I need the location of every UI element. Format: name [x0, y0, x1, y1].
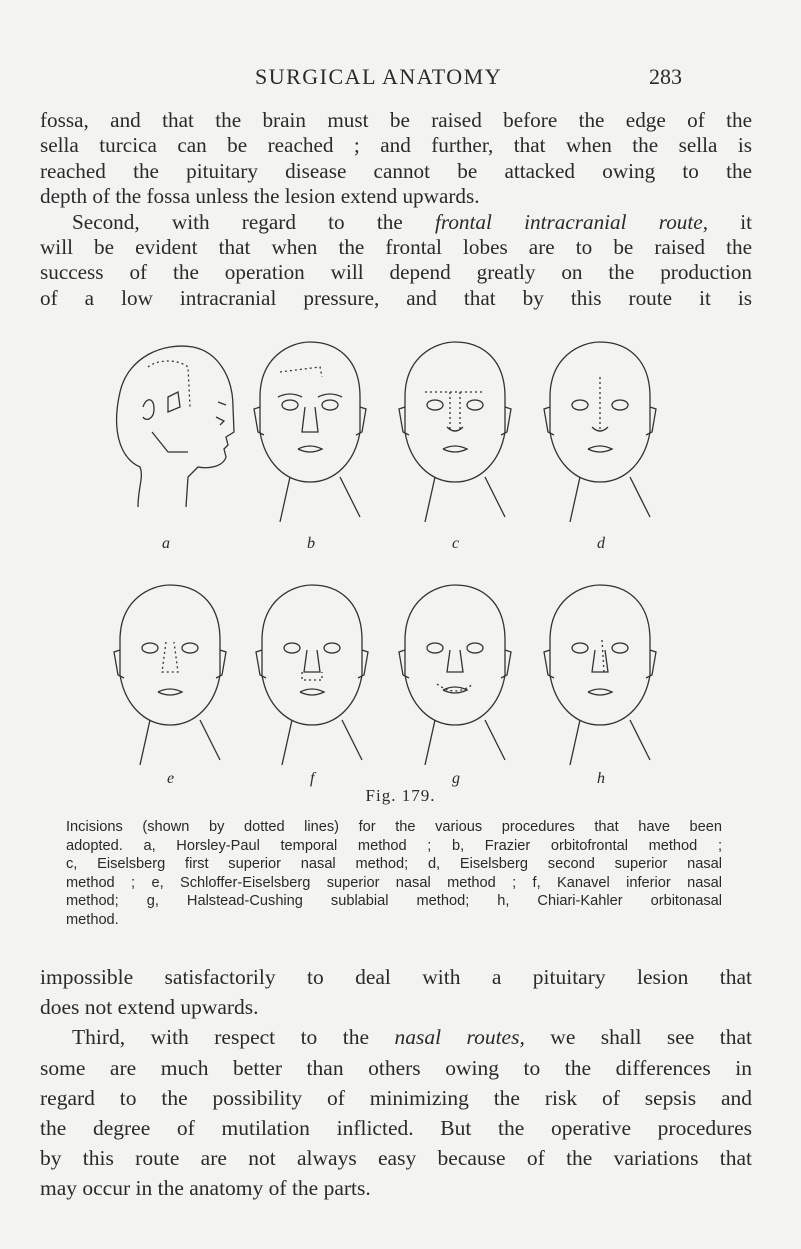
head-profile-a — [108, 337, 238, 512]
text-line: may occur in the anatomy of the parts. — [40, 1176, 371, 1201]
face-b — [250, 337, 370, 522]
text-run: Second, with regard to the — [72, 209, 435, 234]
paragraph-1 — [40, 108, 752, 311]
text-line: does not extend upwards. — [40, 995, 259, 1020]
text-line: fossa, and that the brain must be raised before the edge of the — [40, 108, 752, 132]
text-line: some are much better than others owing to the differences in — [40, 1055, 752, 1080]
figure-label: Fig. 179. — [365, 786, 436, 805]
caption-line: method; g, Halstead-Cushing sublabial method; h, Chiari-Kahler orbitonasal — [66, 893, 722, 910]
caption-line: method ; e, Schloffer-Eiselsberg superior nasal method ; f, Kanavel inferior nasal — [66, 874, 722, 891]
face-h — [540, 580, 660, 765]
caption-line: c, Eiselsberg first superior nasal method; d, Eiselsberg second superior nasal — [66, 856, 722, 873]
panel-letter-g: g — [452, 770, 460, 787]
caption-line: method. — [66, 911, 119, 928]
paragraph-2 — [40, 962, 752, 1204]
text-line: reached the pituitary disease cannot be attacked owing to the — [40, 158, 752, 183]
running-header — [0, 64, 801, 104]
text-line: regard to the possibility of minimizing the risk of sepsis and — [40, 1085, 752, 1110]
text-line: impossible satisfactorily to deal with a pituitary lesion that — [40, 965, 752, 989]
panel-letter-b: b — [307, 535, 315, 552]
running-title: SURGICAL ANATOMY — [255, 64, 503, 89]
page-number: 283 — [649, 64, 682, 89]
text-line: depth of the fossa unless the lesion extend upwards. — [40, 184, 480, 209]
panel-letter-d: d — [597, 535, 605, 552]
text-run: Third, with respect to the — [72, 1025, 395, 1050]
face-d — [540, 337, 660, 522]
text-line: the degree of mutilation inflicted. But the operative procedures — [40, 1116, 752, 1141]
emphasis-frontal-route: frontal intracranial route, — [434, 209, 708, 234]
face-c — [395, 337, 515, 522]
text-line — [40, 210, 752, 235]
text-line: sella turcica can be reached ; and further, that when the sella is — [40, 133, 752, 158]
text-line — [40, 1022, 752, 1052]
panel-letter-c: c — [452, 535, 460, 552]
panel-letter-a: a — [162, 535, 170, 552]
text-line: of a low intracranial pressure, and that by this route it is — [40, 285, 752, 310]
panel-letter-f: f — [310, 770, 315, 787]
face-g — [395, 580, 515, 765]
face-e — [110, 580, 230, 765]
text-run: we shall see that — [524, 1025, 752, 1050]
text-line: success of the operation will depend greatly on the production — [40, 260, 752, 285]
face-f — [252, 580, 372, 765]
caption-line: adopted. a, Horsley-Paul temporal method ; b, Frazier orbitofrontal method ; — [66, 837, 722, 854]
text-run: it — [708, 209, 753, 234]
figure-179 — [100, 335, 660, 805]
text-line: by this route are not always easy because of the variations that — [40, 1146, 752, 1171]
caption-line: Incisions (shown by dotted lines) for the various procedures that have been — [66, 819, 722, 835]
panel-letter-e: e — [167, 770, 175, 787]
text-line: will be evident that when the frontal lobes are to be raised the — [40, 235, 752, 260]
panel-letter-h: h — [597, 770, 605, 787]
figure-caption — [66, 818, 722, 930]
emphasis-nasal-routes: nasal routes, — [394, 1025, 525, 1050]
